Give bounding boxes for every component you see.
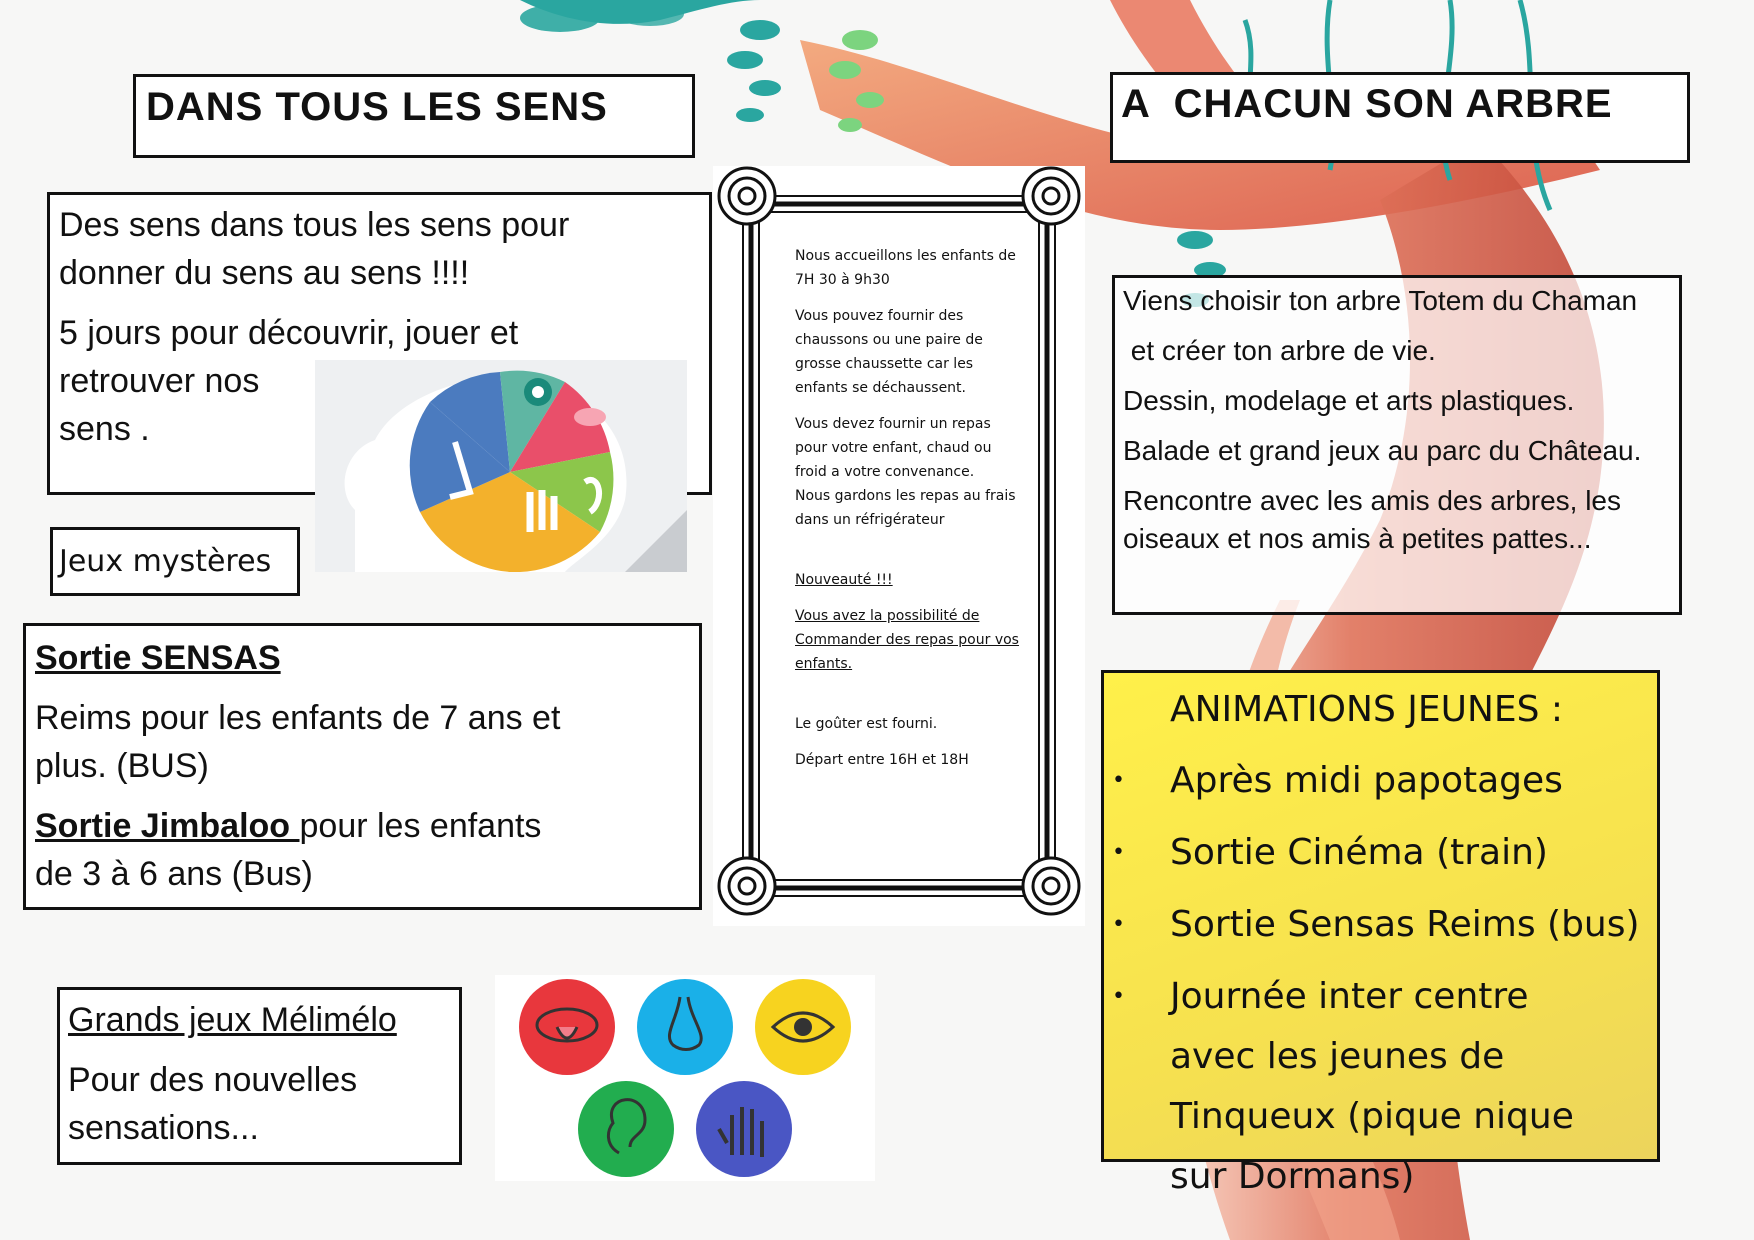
bullet-icon: • (1112, 912, 1125, 937)
bullet-icon: • (1112, 840, 1125, 865)
grands-jeux-title: Grands jeux Mélimélo (68, 1001, 397, 1039)
info-arrival: Nous accueillons les enfants de 7H 30 à 9h30 (795, 248, 1016, 288)
heading-a-chacun-son-arbre (1110, 72, 1690, 163)
arbre-text-5: Rencontre avec les amis des arbres, les (1123, 485, 1621, 516)
jeux-mysteres-text: Jeux mystères (59, 544, 272, 579)
arbre-text-4: Balade et grand jeux au parc du Château. (1123, 435, 1642, 466)
intro-text-5: sens . (59, 410, 150, 448)
page-title-left: DANS TOUS LES SENS (146, 85, 608, 129)
arbre-text-1: Viens choisir ton arbre Totem du Chaman (1123, 285, 1638, 316)
list-item: • Sortie Cinéma (train) (1104, 823, 1657, 883)
info-fridge: Nous gardons les repas au frais dans un réfrigérateur (795, 488, 1016, 528)
animations-jeunes-box (1101, 670, 1660, 1197)
grands-jeux-text-2: sensations... (68, 1109, 259, 1147)
grands-jeux-text-1: Pour des nouvelles (68, 1061, 358, 1099)
info-slippers: Vous pouvez fournir des chaussons ou une paire de grosse chaussette car les enfants se déchaussent. (795, 308, 983, 396)
info-departure: Départ entre 16H et 18H (795, 752, 969, 768)
intro-text-1: Des sens dans tous les sens pour (59, 206, 570, 244)
sortie-sensas-text-2: plus. (BUS) (35, 747, 209, 785)
bullet-icon: • (1112, 768, 1125, 793)
nose-icon (637, 979, 733, 1075)
mouth-icon (519, 979, 615, 1075)
sortie-sensas-title: Sortie SENSAS (35, 639, 281, 677)
sortie-box (23, 623, 702, 910)
arbre-text-3: Dessin, modelage et arts plastiques. (1123, 385, 1575, 416)
eye-icon (755, 979, 851, 1075)
info-meal: Vous devez fournir un repas pour votre enfant, chaud ou froid a votre convenance. (795, 416, 992, 480)
list-item: • Journée inter centre avec les jeunes de Tinqueux (pique nique sur Dormans) (1104, 967, 1610, 1207)
bullet-icon: • (1112, 984, 1125, 1009)
intro-text-3: 5 jours pour découvrir, jouer et (59, 314, 519, 352)
animations-title: ANIMATIONS JEUNES : (1170, 689, 1564, 730)
intro-text-2: donner du sens au sens !!!! (59, 254, 470, 292)
hand-icon (696, 1081, 792, 1177)
info-new-text: Vous avez la possibilité de Commander des repas pour vos enfants. (795, 608, 1019, 672)
intro-text-4: retrouver nos (59, 362, 260, 400)
sortie-jimbaloo-title: Sortie Jimbaloo (35, 807, 300, 845)
arbre-text-2: et créer ton arbre de vie. (1123, 335, 1436, 366)
sortie-jimbaloo-text-2: de 3 à 6 ans (Bus) (35, 855, 313, 893)
arbre-text-6: oiseaux et nos amis à petites pattes... (1123, 523, 1592, 554)
info-new-title: Nouveauté !!! (795, 572, 893, 588)
list-item: • Après midi papotages (1104, 751, 1657, 811)
ear-icon (578, 1081, 674, 1177)
page-title-right: A CHACUN SON ARBRE (1121, 82, 1613, 126)
grands-jeux-box (57, 987, 462, 1165)
brain-senses-icon (315, 360, 687, 572)
jeux-mysteres-box (50, 527, 300, 596)
animations-list (1104, 751, 1657, 1219)
arbre-box (1112, 275, 1682, 615)
heading-dans-tous-les-sens (133, 74, 695, 158)
info-text (795, 244, 1020, 784)
sortie-sensas-text-1: Reims pour les enfants de 7 ans et (35, 699, 561, 737)
sortie-jimbaloo-text-1: pour les enfants (299, 807, 542, 845)
five-senses-icons (495, 975, 875, 1181)
info-snack: Le goûter est fourni. (795, 716, 938, 732)
list-item: • Sortie Sensas Reims (bus) (1104, 895, 1657, 955)
